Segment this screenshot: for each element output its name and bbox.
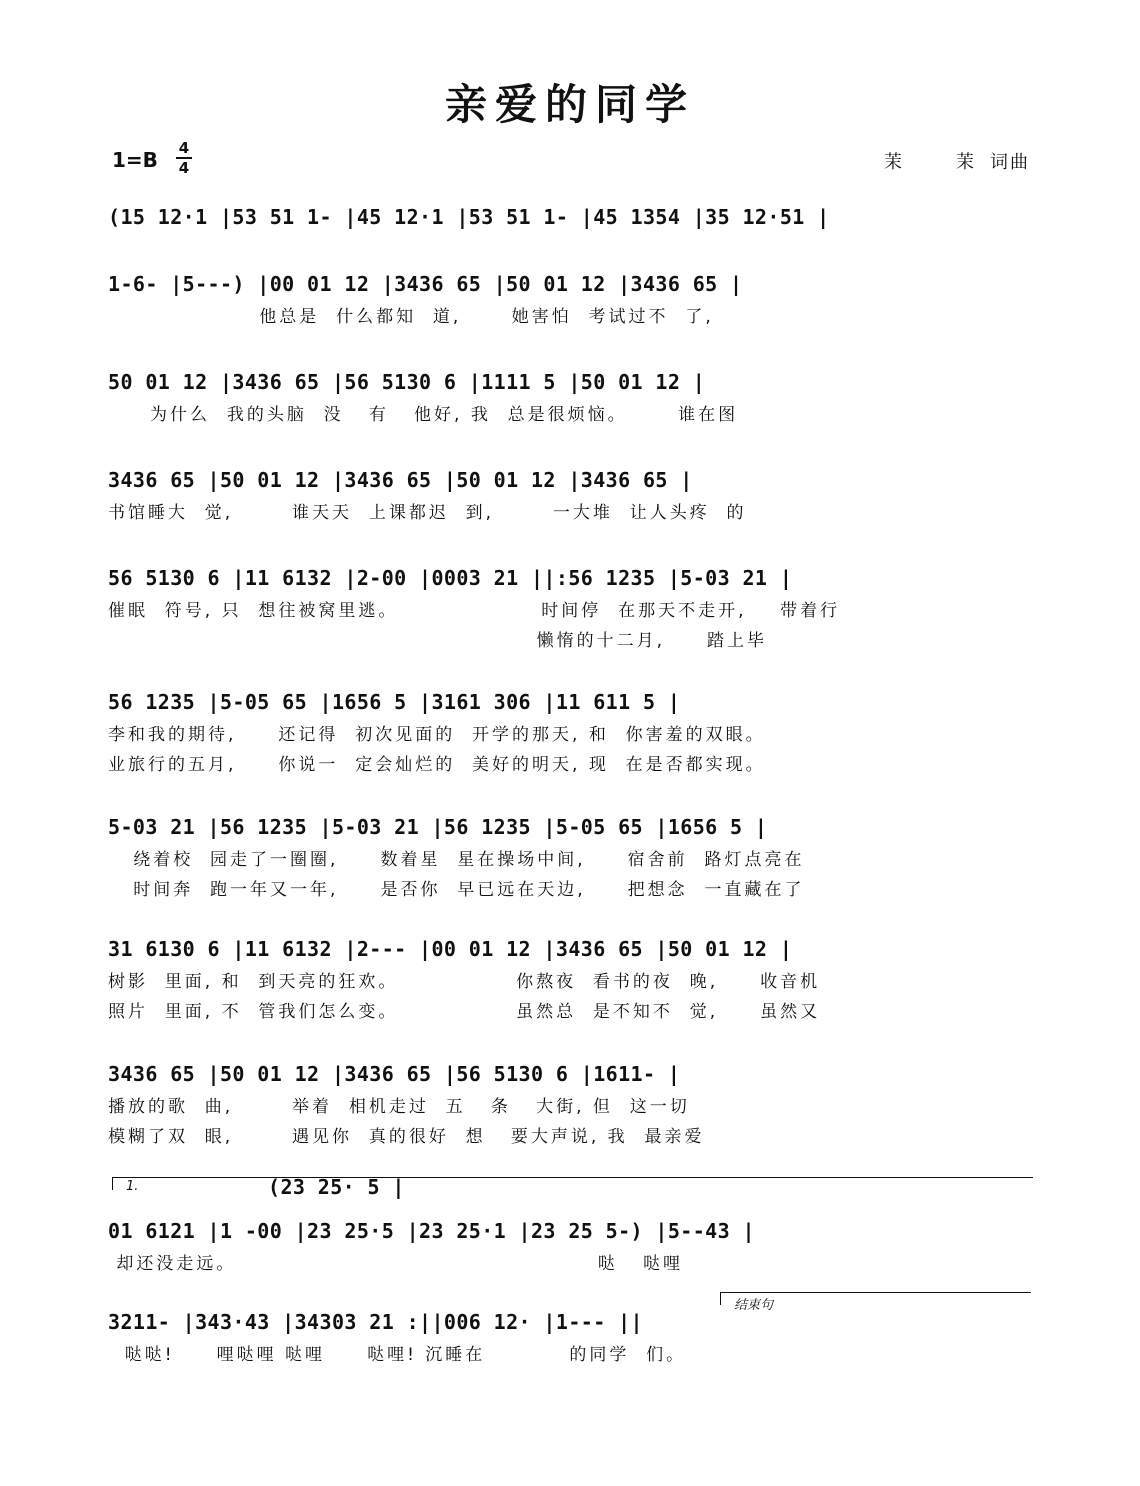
coda-label: 结束句 [734, 1298, 774, 1313]
lyrics-line: 却还没走远。 哒 哒哩 [108, 1254, 683, 1274]
time-signature-bottom: 4 [178, 159, 190, 177]
time-signature [176, 140, 192, 176]
cue-notes: (23 25· 5 | [268, 1175, 405, 1199]
volta-label: 1. [126, 1179, 139, 1194]
notes-line: 56 1235 |5-05 65 |1656 5 |3161 306 |11 611 5 | [108, 690, 681, 714]
lyrics-line: 他总是 什么都知 道, 她害怕 考试过不 了, [108, 307, 714, 327]
credit-name-2: 茉 [956, 152, 976, 173]
notes-line: 3436 65 |50 01 12 |3436 65 |50 01 12 |3436 65 | [108, 468, 693, 492]
notes-line: 31 6130 6 |11 6132 |2--- |00 01 12 |3436 65 |50 01 12 | [108, 937, 793, 961]
lyrics-line: 业旅行的五月, 你说一 定会灿烂的 美好的明天, 现 在是否都实现。 [108, 755, 766, 775]
credit [884, 148, 1030, 174]
notes-line: 56 5130 6 |11 6132 |2-00 |0003 21 ||:56 1235 |5-03 21 | [108, 566, 793, 590]
notes-line: (15 12·1 |53 51 1- |45 12·1 |53 51 1- |45 1354 |35 12·51 | [108, 205, 830, 229]
song-title: 亲爱的同学 [444, 80, 695, 129]
volta-bracket [112, 1177, 1033, 1190]
notes-line: 3436 65 |50 01 12 |3436 65 |56 5130 6 |1611- | [108, 1062, 681, 1086]
lyrics-line: 书馆睡大 觉, 谁天天 上课都迟 到, 一大堆 让人头疼 的 [108, 503, 747, 523]
lyrics-line: 模糊了双 眼, 遇见你 真的很好 想 要大声说, 我 最亲爱 [108, 1127, 705, 1147]
notes-line: 1-6- |5---) |00 01 12 |3436 65 |50 01 12 |3436 65 | [108, 272, 743, 296]
lyrics-line: 懒惰的十二月, 踏上毕 [108, 631, 768, 651]
time-signature-top: 4 [178, 139, 190, 157]
notes-line: 3211- |343·43 |34303 21 :||006 12· |1--- || [108, 1310, 643, 1334]
lyrics-line: 绕着校 园走了一圈圈, 数着星 星在操场中间, 宿舍前 路灯点亮在 [108, 850, 805, 870]
notes-line: 5-03 21 |56 1235 |5-03 21 |56 1235 |5-05 65 |1656 5 | [108, 815, 768, 839]
lyrics-line: 为什么 我的头脑 没 有 他好, 我 总是很烦恼。 谁在图 [108, 405, 739, 425]
notes-line: 50 01 12 |3436 65 |56 5130 6 |1111 5 |50 01 12 | [108, 370, 706, 394]
lyrics-line: 李和我的期待, 还记得 初次见面的 开学的那天, 和 你害羞的双眼。 [108, 725, 766, 745]
lyrics-line: 催眠 符号, 只 想往被窝里逃。 时间停 在那天不走开, 带着行 [108, 601, 841, 621]
lyrics-line: 照片 里面, 不 管我们怎么变。 虽然总 是不知不 觉, 虽然又 [108, 1002, 821, 1022]
credit-role: 词曲 [990, 152, 1030, 173]
lyrics-line: 树影 里面, 和 到天亮的狂欢。 你熬夜 看书的夜 晚, 收音机 [108, 972, 821, 992]
lyrics-line: 播放的歌 曲, 举着 相机走过 五 条 大街, 但 这一切 [108, 1097, 690, 1117]
lyrics-line: 哒哒! 哩哒哩 哒哩 哒哩! 沉睡在 的同学 们。 [108, 1345, 687, 1365]
credit-name-1: 茉 [884, 152, 904, 173]
notes-line: 01 6121 |1 -00 |23 25·5 |23 25·1 |23 25 5-) |5--43 | [108, 1219, 755, 1243]
lyrics-line: 时间奔 跑一年又一年, 是否你 早已远在天边, 把想念 一直藏在了 [108, 880, 805, 900]
key-signature: 1=B [112, 148, 158, 172]
